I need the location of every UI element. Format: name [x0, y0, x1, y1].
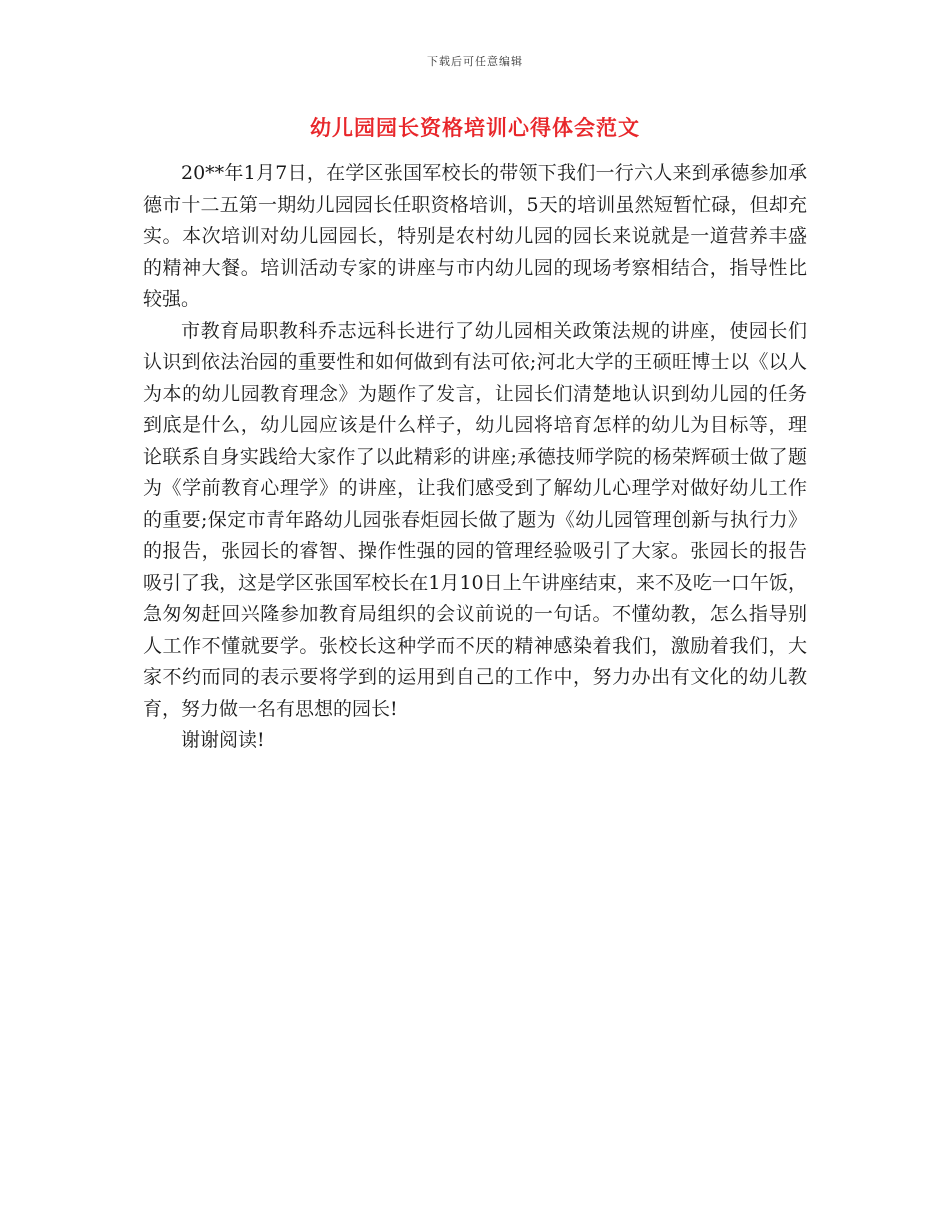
- document-title: 幼儿园园长资格培训心得体会范文: [310, 115, 640, 140]
- header-note: 下载后可任意编辑: [427, 55, 523, 68]
- document-body: [143, 158, 807, 757]
- paragraph-2: 市教育局职教科乔志远科长进行了幼儿园相关政策法规的讲座，使园长们认识到依法治园的重要性和如何做到有法可依;河北大学的王硕旺博士以《以人为本的幼儿园教育理念》为题作了发言，让园长们清楚地认识到幼儿园的任务到底是什么，幼儿园应该是什么样子，幼儿园将培育怎样的幼儿为目标等，理论联系自身实践给大家作了以此精彩的讲座;承德技师学院的杨荣辉硕士做了题为《学前教育心理学》的讲座，让我们感受到了解幼儿心理学对做好幼儿工作的重要;保定市青年路幼儿园张春炬园长做了题为《幼儿园管理创新与执行力》的报告，张园长的睿智、操作性强的园的管理经验吸引了大家。张园长的报告吸引了我，这是学区张国军校长在1月10日上午讲座结束，来不及吃一口午饭，急匆匆赶回兴隆参加教育局组织的会议前说的一句话。不懂幼教，怎么指导别人工作不懂就要学。张校长这种学而不厌的精神感染着我们，激励着我们，大家不约而同的表示要将学到的运用到自己的工作中，努力办出有文化的幼儿教育，努力做一名有思想的园长!: [143, 319, 807, 720]
- paragraph-closing: 谢谢阅读!: [181, 729, 265, 751]
- paragraph-1: 20**年1月7日，在学区张国军校长的带领下我们一行六人来到承德参加承德市十二五第一期幼儿园园长任职资格培训，5天的培训虽然短暂忙碌，但却充实。本次培训对幼儿园园长，特别是农村幼儿园的园长来说就是一道营养丰盛的精神大餐。培训活动专家的讲座与市内幼儿园的现场考察相结合，指导性比较强。: [143, 162, 807, 310]
